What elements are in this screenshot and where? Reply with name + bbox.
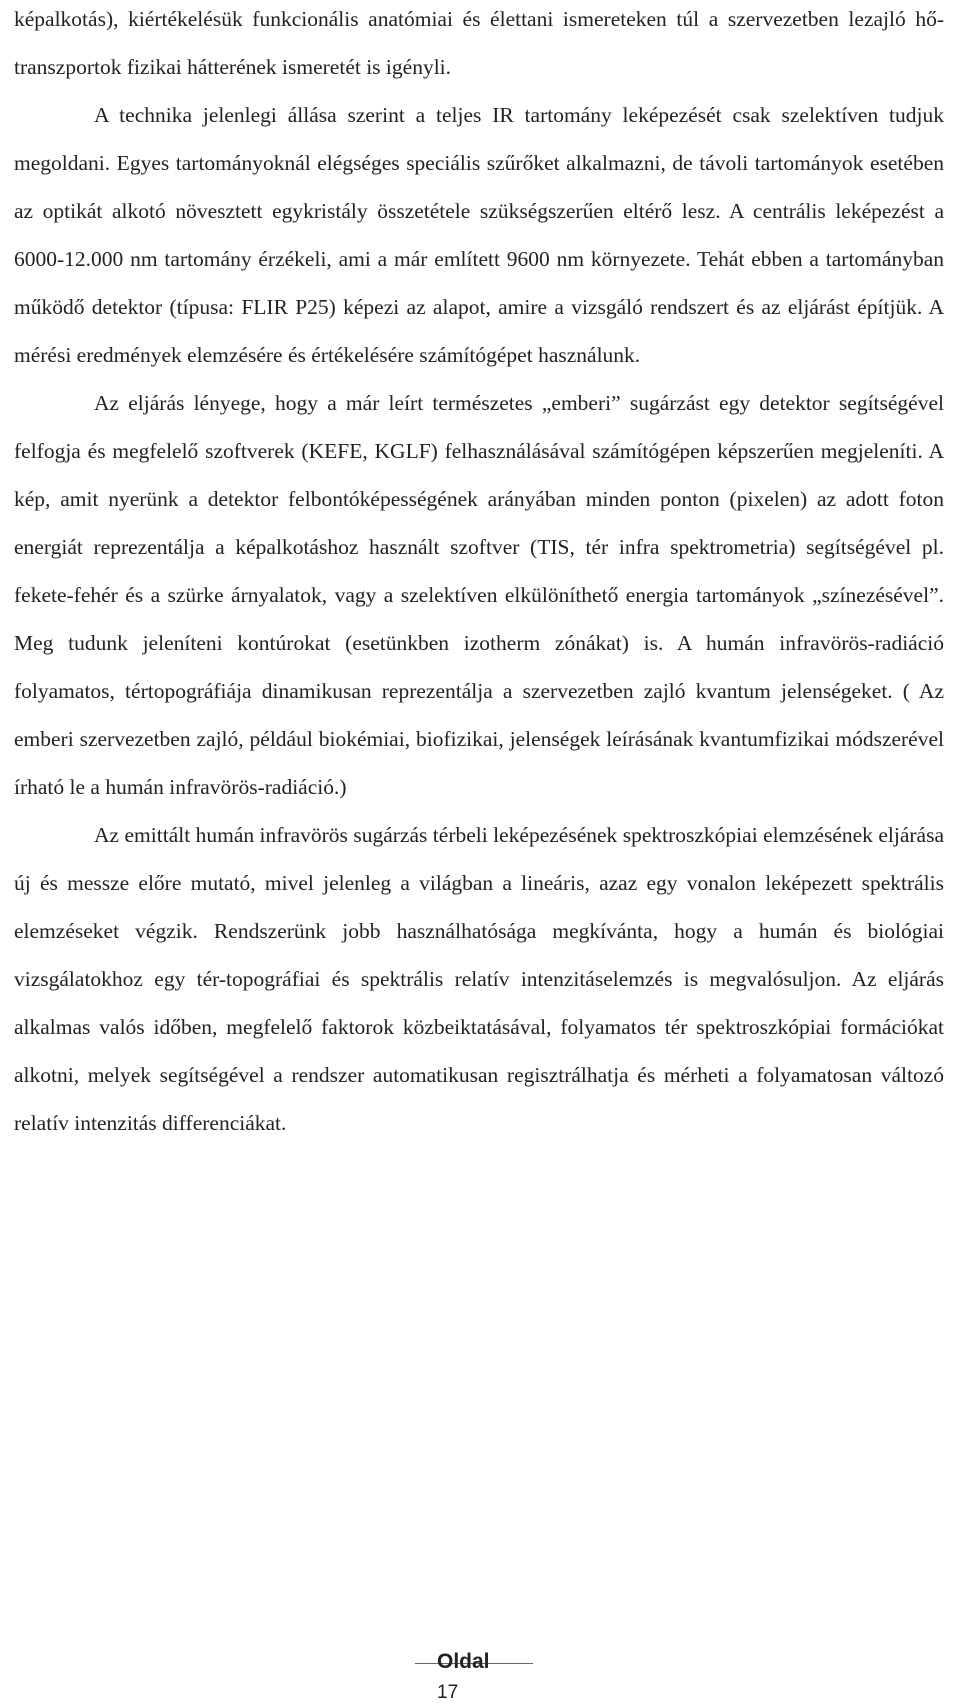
- paragraph-continuation: képalkotás), kiértékelésük funkcionális anatómiai és élettani ismereteken túl a szervezetben lezajló hő-transzportok fizikai hátterének ismeretét is igényli.: [14, 7, 944, 79]
- footer-page-number: 17: [437, 1682, 459, 1703]
- document-page: [14, 0, 944, 1147]
- paragraph-technique: A technika jelenlegi állása szerint a teljes IR tartomány leképezését csak szelektíven tudjuk megoldani. Egyes tartományoknál elégséges speciális szűrőket alkalmazni, de távoli tartományok esetében az optikát alkotó növesztett egykristály összetétele szükségszerűen eltérő lesz. A centrális leképezést a 6000-12.000 nm tartomány érzékeli, ami a már említett 9600 nm környezete. Tehát ebben a tartományban működő detektor (típusa: FLIR P25) képezi az alapot, amire a vizsgáló rendszert és az eljárást építjük. A mérési eredmények elemzésére és értékelésére számítógépet használunk.: [14, 103, 944, 367]
- footer-page-label: Oldal: [437, 1650, 490, 1673]
- paragraph-spectroscopy: Az emittált humán infravörös sugárzás térbeli leképezésének spektroszkópiai elemzésének eljárása új és messze előre mutató, mivel jelenleg a világban a lineáris, azaz egy vonalon leképezett spektrális elemzéseket végzik. Rendszerünk jobb használhatósága megkívánta, hogy a humán és biológiai vizsgálatokhoz egy tér-topográfiai és spektrális relatív intenzitáselemzés is megvalósuljon. Az eljárás alkalmas valós időben, megfelelő faktorok közbeiktatásával, folyamatos tér spektroszkópiai formációkat alkotni, melyek segítségével a rendszer automatikusan regisztrálhatja és mérheti a folyamatosan változó relatív intenzitás differenciákat.: [14, 823, 944, 1135]
- paragraph-procedure: Az eljárás lényege, hogy a már leírt természetes „emberi” sugárzást egy detektor segítségével felfogja és megfelelő szoftverek (KEFE, KGLF) felhasználásával számítógépen képszerűen megjeleníti. A kép, amit nyerünk a detektor felbontóképességének arányában minden ponton (pixelen) az adott foton energiát reprezentálja a képalkotáshoz használt szoftver (TIS, tér infra spektrometria) segítségével pl. fekete-fehér és a szürke árnyalatok, vagy a szelektíven elkülöníthető energia tartományok „színezésével”. Meg tudunk jeleníteni kontúrokat (esetünkben izotherm zónákat) is. A humán infravörös-radiáció folyamatos, tértopográfiája dinamikusan reprezentálja a szervezetben zajló kvantum jelenségeket. ( Az emberi szervezetben zajló, például biokémiai, biofizikai, jelenségek leírásának kvantumfizikai módszerével írható le a humán infravörös-radiáció.): [14, 391, 944, 799]
